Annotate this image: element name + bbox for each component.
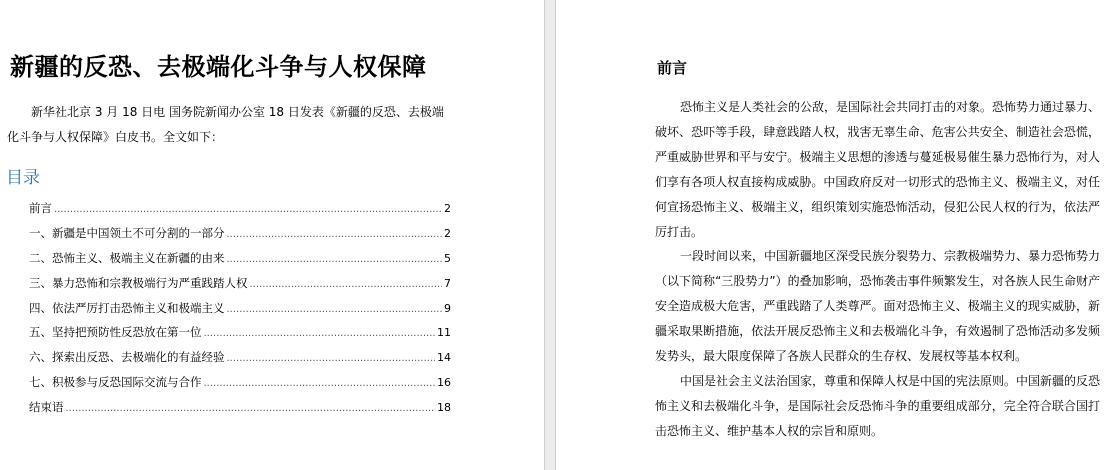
- document-page-right: [556, 0, 1113, 470]
- toc-leader-dots: [250, 271, 443, 298]
- section-title-preface: 前言: [657, 59, 688, 77]
- toc-item-4[interactable]: [29, 296, 451, 321]
- body-paragraph: 恐怖主义是人类社会的公敌，是国际社会共同打击的对象。恐怖势力通过暴力、破坏、恐吓等手段，肆意践踏人权，戕害无辜生命、危害公共安全、制造社会恐慌，严重威胁世界和平与安宁。极端主义思想的渗透与蔓延极易催生暴力恐怖行为，对人们享有各项人权直接构成威胁。中国政府反对一切形式的恐怖主义、极端主义，对任何宣扬恐怖主义、极端主义，组织策划实施恐怖活动，侵犯公民人权的行为，依法严厉打击。: [655, 100, 1101, 239]
- toc-item-label: 结束语: [29, 400, 64, 415]
- toc-item-label: 二、恐怖主义、极端主义在新疆的由来: [29, 250, 225, 265]
- toc-leader-dots: [227, 246, 443, 273]
- toc-item-page: 16: [437, 376, 451, 390]
- intro-paragraph: 新华社北京 3 月 18 日电 国务院新闻办公室 18 日发表《新疆的反恐、去极端化斗争与人权保障》白皮书。全文如下：: [7, 105, 444, 144]
- toc-item-label: 三、暴力恐怖和宗教极端行为严重践踏人权: [29, 275, 248, 290]
- toc-leader-dots: [227, 345, 436, 372]
- toc-item-label: 四、依法严厉打击恐怖主义和极端主义: [29, 300, 225, 315]
- toc-item-page: 2: [444, 202, 451, 215]
- body-paragraph: 一段时间以来，中国新疆地区深受民族分裂势力、宗教极端势力、暴力恐怖势力（以下简称“三股势力”）的叠加影响，恐怖袭击事件频繁发生，对各族人民生命财产安全造成极大危害，严重践踏了人类尊严。面对恐怖主义、极端主义的现实威胁，新疆采取果断措施，依法开展反恐怖主义和去极端化斗争，有效遏制了恐怖活动多发频发势头，最大限度保障了各族人民群众的生存权、发展权等基本权利。: [655, 249, 1101, 364]
- body-paragraph: 中国是社会主义法治国家，尊重和保障人权是中国的宪法原则。中国新疆的反恐怖主义和去极端化斗争，是国际社会反恐怖斗争的重要组成部分，完全符合联合国打击恐怖主义、维护基本人权的宗旨和原则。: [655, 373, 1101, 438]
- page-gap: [544, 0, 556, 470]
- toc-item-page: 11: [437, 326, 451, 340]
- toc-item-page: 14: [437, 351, 451, 365]
- toc-item-2[interactable]: [29, 246, 451, 271]
- toc-item-1[interactable]: [29, 221, 451, 246]
- toc-item-label: 五、坚持把预防性反恐放在第一位: [29, 325, 202, 340]
- preface-body: [655, 95, 1100, 444]
- toc-item-page: 5: [444, 251, 451, 265]
- toc-leader-dots: [204, 370, 436, 397]
- toc-item-page: 2: [444, 226, 451, 240]
- table-of-contents: [29, 196, 451, 420]
- toc-leader-dots: [54, 196, 442, 223]
- toc-item-6[interactable]: [29, 345, 451, 370]
- toc-leader-dots: [227, 221, 443, 248]
- document-page-left: [0, 0, 544, 470]
- toc-item-page: 18: [437, 401, 451, 415]
- toc-item-page: 7: [444, 276, 451, 290]
- toc-heading: 目录: [6, 168, 40, 188]
- toc-item-label: 一、新疆是中国领土不可分割的一部分: [29, 225, 225, 240]
- toc-item-label: 七、积极参与反恐国际交流与合作: [29, 375, 202, 390]
- toc-item-preface[interactable]: [29, 196, 451, 221]
- toc-item-5[interactable]: [29, 320, 451, 345]
- toc-item-label: 前言: [29, 201, 52, 215]
- toc-item-conclusion[interactable]: [29, 395, 451, 420]
- document-title: 新疆的反恐、去极端化斗争与人权保障: [10, 52, 427, 81]
- toc-leader-dots: [66, 395, 436, 422]
- toc-item-page: 9: [444, 301, 451, 315]
- toc-item-label: 六、探索出反恐、去极端化的有益经验: [29, 350, 225, 365]
- toc-leader-dots: [204, 320, 436, 347]
- toc-item-3[interactable]: [29, 271, 451, 296]
- toc-leader-dots: [227, 296, 443, 323]
- toc-item-7[interactable]: [29, 370, 451, 395]
